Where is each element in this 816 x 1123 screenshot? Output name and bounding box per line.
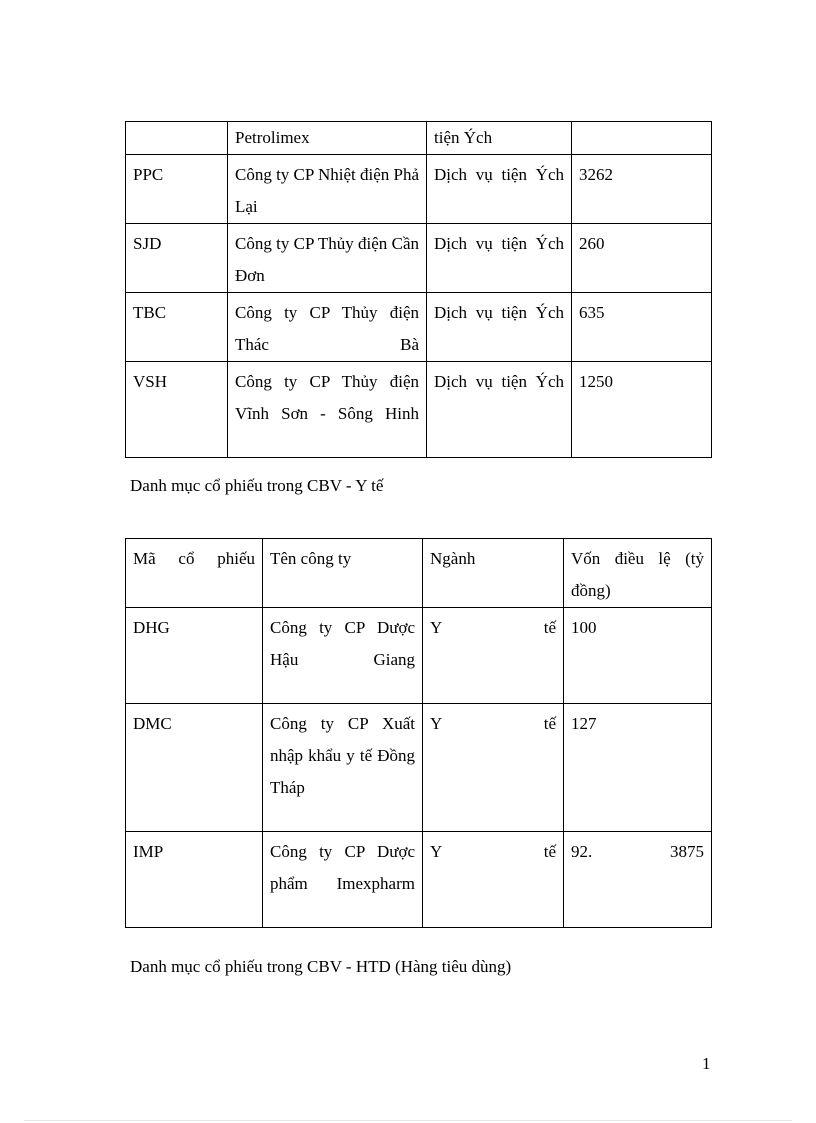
stock-code-cell: DHG	[126, 608, 263, 704]
page-bottom-rule	[24, 1120, 792, 1121]
company-name-cell: Công ty CP Dược phẩm Imexpharm	[263, 832, 423, 928]
sector-cell: Dịch vụ tiện Ých	[427, 155, 572, 224]
table-row	[126, 293, 712, 362]
stock-code-cell: DMC	[126, 704, 263, 832]
header-sector: Ngành	[423, 539, 564, 608]
charter-capital-cell: 635	[572, 293, 712, 362]
table-row	[126, 704, 712, 832]
sector-cell: Dịch vụ tiện Ých	[427, 293, 572, 362]
company-name-cell: Petrolimex	[228, 122, 427, 155]
sector-cell: Y tế	[423, 832, 564, 928]
charter-capital-cell: 127	[564, 704, 712, 832]
company-name-cell: Công ty CP Thủy điện Thác Bà	[228, 293, 427, 362]
sector-cell: Dịch vụ tiện Ých	[427, 224, 572, 293]
stock-code-cell	[126, 122, 228, 155]
sector-cell: tiện Ých	[427, 122, 572, 155]
charter-capital-cell: 3262	[572, 155, 712, 224]
charter-capital-cell: 92. 3875	[564, 832, 712, 928]
table-row	[126, 362, 712, 458]
table-row	[126, 832, 712, 928]
stock-code-cell: PPC	[126, 155, 228, 224]
table-row	[126, 224, 712, 293]
company-name-cell: Công ty CP Thủy điện Vĩnh Sơn - Sông Hinh	[228, 362, 427, 458]
table-header-row	[126, 539, 712, 608]
consumer-goods-portfolio-caption: Danh mục cổ phiếu trong CBV - HTD (Hàng tiêu dùng)	[130, 957, 512, 976]
sector-cell: Y tế	[423, 608, 564, 704]
healthcare-portfolio-caption: Danh mục cổ phiếu trong CBV - Y tế	[130, 476, 384, 495]
page-number: 1	[702, 1054, 711, 1073]
sector-cell: Dịch vụ tiện Ých	[427, 362, 572, 458]
company-name-cell: Công ty CP Nhiệt điện Phả Lại	[228, 155, 427, 224]
company-name-cell: Công ty CP Thủy điện Cần Đơn	[228, 224, 427, 293]
utilities-stock-table	[125, 121, 712, 458]
table-row	[126, 155, 712, 224]
stock-code-cell: VSH	[126, 362, 228, 458]
header-charter-capital: Vốn điều lệ (tỷ đồng)	[564, 539, 712, 608]
charter-capital-cell	[572, 122, 712, 155]
sector-cell: Y tế	[423, 704, 564, 832]
company-name-cell: Công ty CP Dược Hậu Giang	[263, 608, 423, 704]
stock-code-cell: IMP	[126, 832, 263, 928]
healthcare-stock-table	[125, 538, 712, 928]
header-company-name: Tên công ty	[263, 539, 423, 608]
charter-capital-cell: 260	[572, 224, 712, 293]
company-name-cell: Công ty CP Xuất nhập khẩu y tế Đồng Tháp	[263, 704, 423, 832]
stock-code-cell: SJD	[126, 224, 228, 293]
charter-capital-cell: 1250	[572, 362, 712, 458]
stock-code-cell: TBC	[126, 293, 228, 362]
table-row	[126, 608, 712, 704]
charter-capital-cell: 100	[564, 608, 712, 704]
table-row	[126, 122, 712, 155]
header-stock-code: Mã cổ phiếu	[126, 539, 263, 608]
